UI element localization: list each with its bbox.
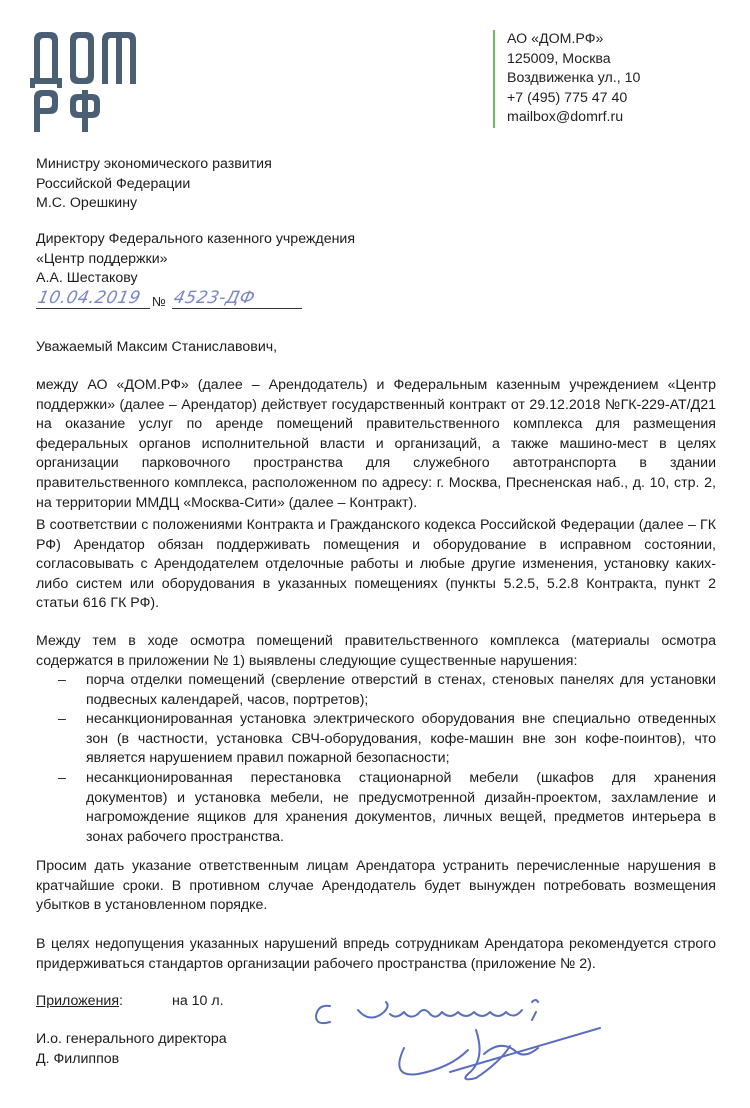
org-email: mailbox@domrf.ru	[507, 109, 624, 126]
number-underline	[172, 308, 302, 309]
sender-contact-block	[493, 30, 640, 128]
registration-number-sign: №	[152, 294, 166, 309]
appendix-pages: на 10 л.	[172, 993, 224, 1009]
paragraph-contract: между АО «ДОМ.РФ» (далее – Арендодатель) и Федеральным казенным учреждением «Центр поддержки» (далее – Арендатор) действует государственный контракт от 29.12.2018 №ГК-229-АТ/Д21 на оказание услуг по аренде помещений правительственного комплекса для размещения федеральных органов исполнительной власти и организаций, а также машино-мест в целях организации парковочного пространства для служебного автотранспорта в здании правительственного комплекса, расположенном по адресу: г. Москва, Пресненская наб., д. 10, стр. 2, на территории ММДЦ «Москва-Сити» (далее – Контракт).	[36, 377, 716, 511]
appendix-label: Приложения	[36, 993, 120, 1009]
org-name: АО «ДОМ.РФ»	[507, 31, 604, 47]
signer-position: И.о. генерального директора	[36, 1031, 227, 1047]
appendix-colon: :	[119, 993, 123, 1009]
paragraph-obligations: В соответствии с положениями Контракта и Гражданского кодекса Российской Федерации (далее – ГК РФ) Арендатор обязан поддерживать помещения и оборудование в исправном состоянии, согласовывать с Арендодателем отделочные работы и любые другие изменения, установку каких-либо систем или оборудования в указанных помещениях (пункты 5.2.5, 5.2.8 Контракта, пункт 2 статьи 616 ГК РФ).	[36, 517, 716, 612]
addressee1-line1: Министру экономического развития	[36, 156, 272, 172]
paragraph-recommendation: В целях недопущения указанных нарушений впредь сотрудникам Арендатора рекомендуется строго придерживаться стандартов организации рабочего пространства (приложение № 2).	[36, 936, 716, 972]
list-dash: –	[58, 769, 66, 786]
registration-line	[34, 288, 294, 314]
handwritten-signature	[300, 990, 610, 1100]
addressee2-line3: А.А. Шестакову	[36, 270, 138, 287]
domrf-logo	[30, 30, 136, 134]
violation-item	[36, 769, 716, 847]
org-phone: +7 (495) 775 47 40	[507, 89, 628, 106]
addressee1-line2: Российской Федерации	[36, 175, 191, 192]
registration-date: 10.04.2019	[35, 288, 143, 308]
addressee2-line2: «Центр поддержки»	[36, 250, 168, 267]
list-dash: –	[58, 672, 66, 688]
greeting: Уважаемый Максим Станиславович,	[36, 339, 278, 355]
violation-text: несанкционированная установка электрического оборудования вне специально отведенных зон (в частности, установка СВЧ-оборудования, кофе-машин вне зон кофе-поинтов), что является нарушением правил пожарной безопасности;	[86, 711, 716, 767]
org-street: Воздвиженка ул., 10	[507, 70, 641, 87]
list-dash: –	[58, 711, 66, 728]
appendix-line	[36, 992, 224, 1012]
violation-item	[36, 671, 716, 710]
addressee1-line3: М.С. Орешкину	[36, 195, 138, 212]
date-underline	[36, 308, 150, 309]
violations-list	[36, 671, 716, 847]
addressee2-line1: Директору Федерального казенного учреждения	[36, 231, 356, 247]
addressee-director	[36, 230, 355, 289]
paragraph-request: Просим дать указание ответственным лицам Арендатора устранить перечисленные нарушения в кратчайшие сроки. В противном случае Арендодатель будет вынужден потребовать возмещения убытков в установленном порядке.	[36, 858, 716, 914]
paragraph-inspection: Между тем в ходе осмотра помещений правительственного комплекса (материалы осмотра содержатся в приложении № 1) выявлены следующие существенные нарушения:	[36, 633, 716, 669]
signer-block	[36, 1030, 227, 1069]
violation-item	[36, 710, 716, 769]
addressee-minister	[36, 155, 272, 214]
violation-text: несанкционированная перестановка стационарной мебели (шкафов для хранения документов) и установка мебели, не предусмотренной дизайн-проектом, захламление и нагромождение ящиков для хранения документов, личных вещей, предметов интерьера в зонах рабочего пространства.	[86, 769, 716, 845]
org-postcode-city: 125009, Москва	[507, 50, 611, 67]
registration-number: 4523-ДФ	[171, 288, 257, 308]
signer-name: Д. Филиппов	[36, 1050, 120, 1067]
violation-text: порча отделки помещений (сверление отверстий в стенах, стеновых панелях для установки подвесных календарей, часов, портретов);	[86, 672, 716, 708]
